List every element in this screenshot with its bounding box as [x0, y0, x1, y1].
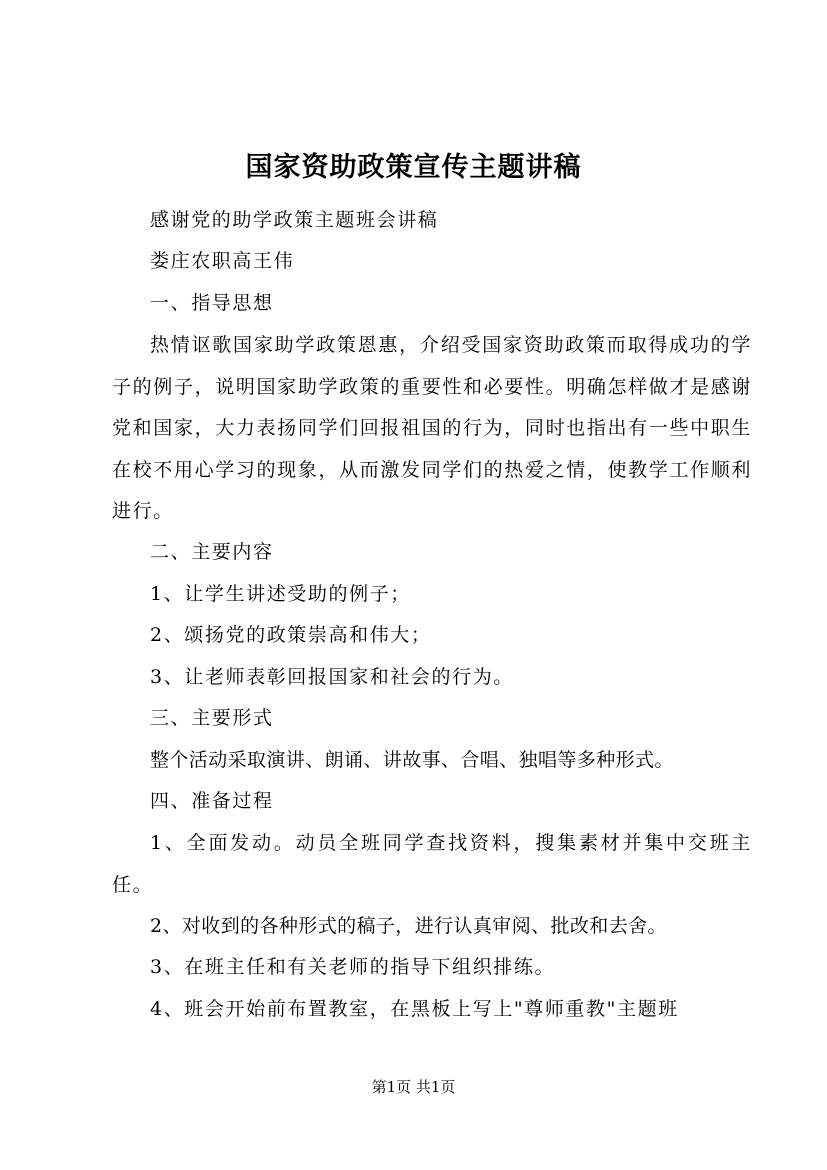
page-number-footer: 第1页 共1页: [371, 1078, 456, 1096]
heading-main-content: 二、主要内容: [150, 541, 274, 563]
paragraph-main-form: 整个活动采取演讲、朗诵、讲故事、合唱、独唱等多种形式。: [150, 749, 674, 771]
list-item: 3、让老师表彰回报国家和社会的行为。: [150, 666, 514, 688]
list-item: 1、让学生讲述受助的例子；: [150, 583, 411, 605]
paragraph-subtitle: 感谢党的助学政策主题班会讲稿: [150, 209, 439, 231]
heading-preparation: 四、准备过程: [150, 790, 274, 812]
list-item: 4、班会开始前布置教室，在黑板上写上"尊师重教"主题班: [150, 998, 679, 1020]
document-title: 国家资助政策宣传主题讲稿: [245, 152, 582, 183]
list-item: 1、全面发动。动员全班同学查找资料，搜集素材并集中交班主任。: [112, 832, 752, 896]
list-item: 3、在班主任和有关老师的指导下组织排练。: [150, 956, 556, 978]
paragraph-author: 娄庄农职高王伟: [150, 250, 295, 272]
list-item: 2、对收到的各种形式的稿子，进行认真审阅、批改和去舍。: [150, 915, 667, 937]
list-item: 2、颂扬党的政策崇高和伟大；: [150, 624, 432, 646]
paragraph-guiding-idea: 热情讴歌国家助学政策恩惠，介绍受国家资助政策而取得成功的学子的例子，说明国家助学政策的重要性和必要性。明确怎样做才是感谢党和国家，大力表扬同学们回报祖国的行为，同时也指出有一些中职生在校不用心学习的现象，从而激发同学们的热爱之情，使教学工作顺利进行。: [112, 334, 752, 522]
heading-guiding-idea: 一、指导思想: [150, 292, 274, 314]
heading-main-form: 三、主要形式: [150, 707, 274, 729]
